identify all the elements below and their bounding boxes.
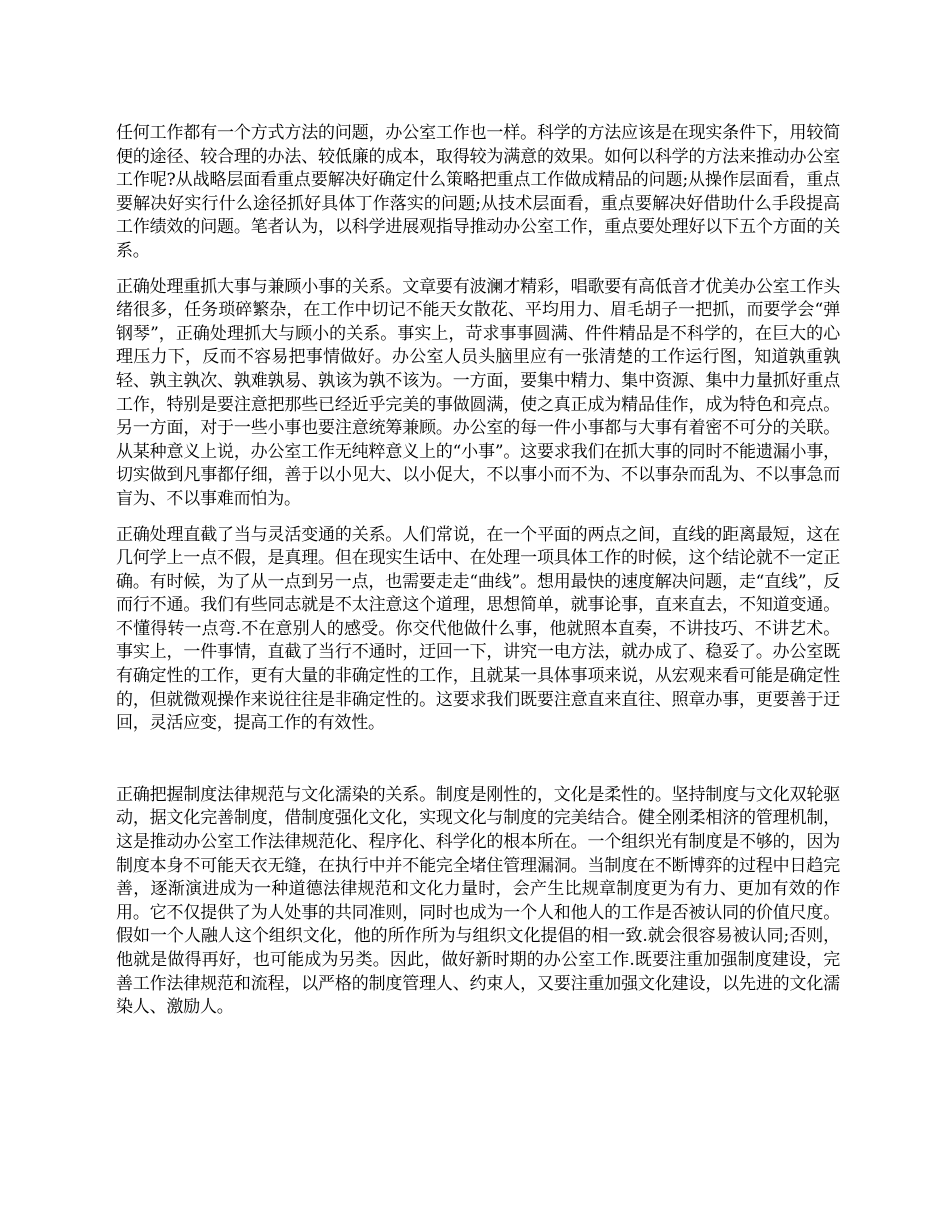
paragraph-major-minor: 正确处理重抓大事与兼顾小事的关系。文章要有波澜才精彩，唱歌要有高低音才优美办公室工作头绪很多，任务琐碎繁杂，在工作中切记不能天女散花、平均用力、眉毛胡子一把抓，而要学会“弹钢琴”，正确处理抓大与顾小的关系。事实上，苛求事事圆满、件件精品是不科学的，在巨大的心理压力下，反而不容易把事情做好。办公室人员头脑里应有一张清楚的工作运行图，知道孰重孰轻、孰主孰次、孰难孰易、孰该为孰不该为。一方面，要集中精力、集中资源、集中力量抓好重点工作，特别是要注意把那些已经近乎完美的事做圆满，使之真正成为精品佳作，成为特色和亮点。另一方面，对于一些小事也要注意统筹兼顾。办公室的每一件小事都与大事有着密不可分的关联。从某种意义上说，办公室工作无纯粹意义上的“小事”。这要求我们在抓大事的同时不能遗漏小事，切实做到凡事都仔细，善于以小见大、以小促大，不以事小而不为、不以事杂而乱为、不以事急而盲为、不以事难而怕为。 — [116, 276, 840, 509]
paragraph-direct-flexible: 正确处理直截了当与灵活变通的关系。人们常说，在一个平面的两点之间，直线的距离最短，这在几何学上一点不假，是真理。但在现实生话中、在处理一项具体工作的时候，这个结论就不一定正确。有时候，为了从一点到另一点，也需要走走“曲线”。想用最快的速度解决问题，走“直线”，反而行不通。我们有些同志就是不太注意这个道理，思想简单，就事论事，直来直去，不知道变通。不懂得转一点弯.不在意别人的感受。你交代他做什么事，他就照本直奏，不讲技巧、不讲艺术。事实上，一件事情，直截了当行不通时，迂回一下，讲究一电方法，就办成了、稳妥了。办公室既有确定性的工作，更有大量的非确定性的工作，且就某一具体事项来说，从宏观来看可能是确定性的，但就微观操作来说往往是非确定性的。这要求我们既要注意直来直往、照章办事，更要善于迂回，灵活应变，提高工作的有效性。 — [116, 524, 840, 734]
paragraph-intro: 任何工作都有一个方式方法的问题，办公室工作也一样。科学的方法应该是在现实条件下，用较简便的途径、较合理的办法、较低廉的成本，取得较为满意的效果。如何以科学的方法来推动办公室工作呢?从战略层面看重点要解决好确定什么策略把重点工作做成精品的问题;从操作层面看，重点要解决好实行什么途径抓好具体丁作落实的问题;从技术层面看，重点要解决好借助什么手段提高工作绩效的问题。笔者认为，以科学进展观指导推动办公室工作，重点要处理好以下五个方面的关系。 — [116, 123, 840, 261]
paragraph-system-culture: 正确把握制度法律规范与文化濡染的关系。制度是刚性的，文化是柔性的。坚持制度与文化双轮驱动，据文化完善制度，借制度强化文化，实现文化与制度的完美结合。健全刚柔相济的管理机制，这是推动办公室工作法律规范化、程序化、科学化的根本所在。一个组织光有制度是不够的，因为制度本身不可能天衣无缝，在执行中并不能完全堵住管理漏洞。当制度在不断博弈的过程中日趋完善，逐渐演进成为一种道德法律规范和文化力量时，会产生比规章制度更为有力、更加有效的作用。它不仅提供了为人处事的共同准则，同时也成为一个人和他人的工作是否被认同的价值尺度。假如一个人融人这个组织文化，他的所作所为与组织文化提倡的相一致.就会很容易被认同;否则，他就是做得再好，也可能成为另类。因此，做好新时期的办公室工作.既要注重加强制度建设，完善工作法律规范和流程，以严格的制度管理人、约束人，又要注重加强文化建设，以先进的文化濡染人、激励人。 — [116, 784, 840, 1018]
document-body — [116, 122, 840, 1032]
